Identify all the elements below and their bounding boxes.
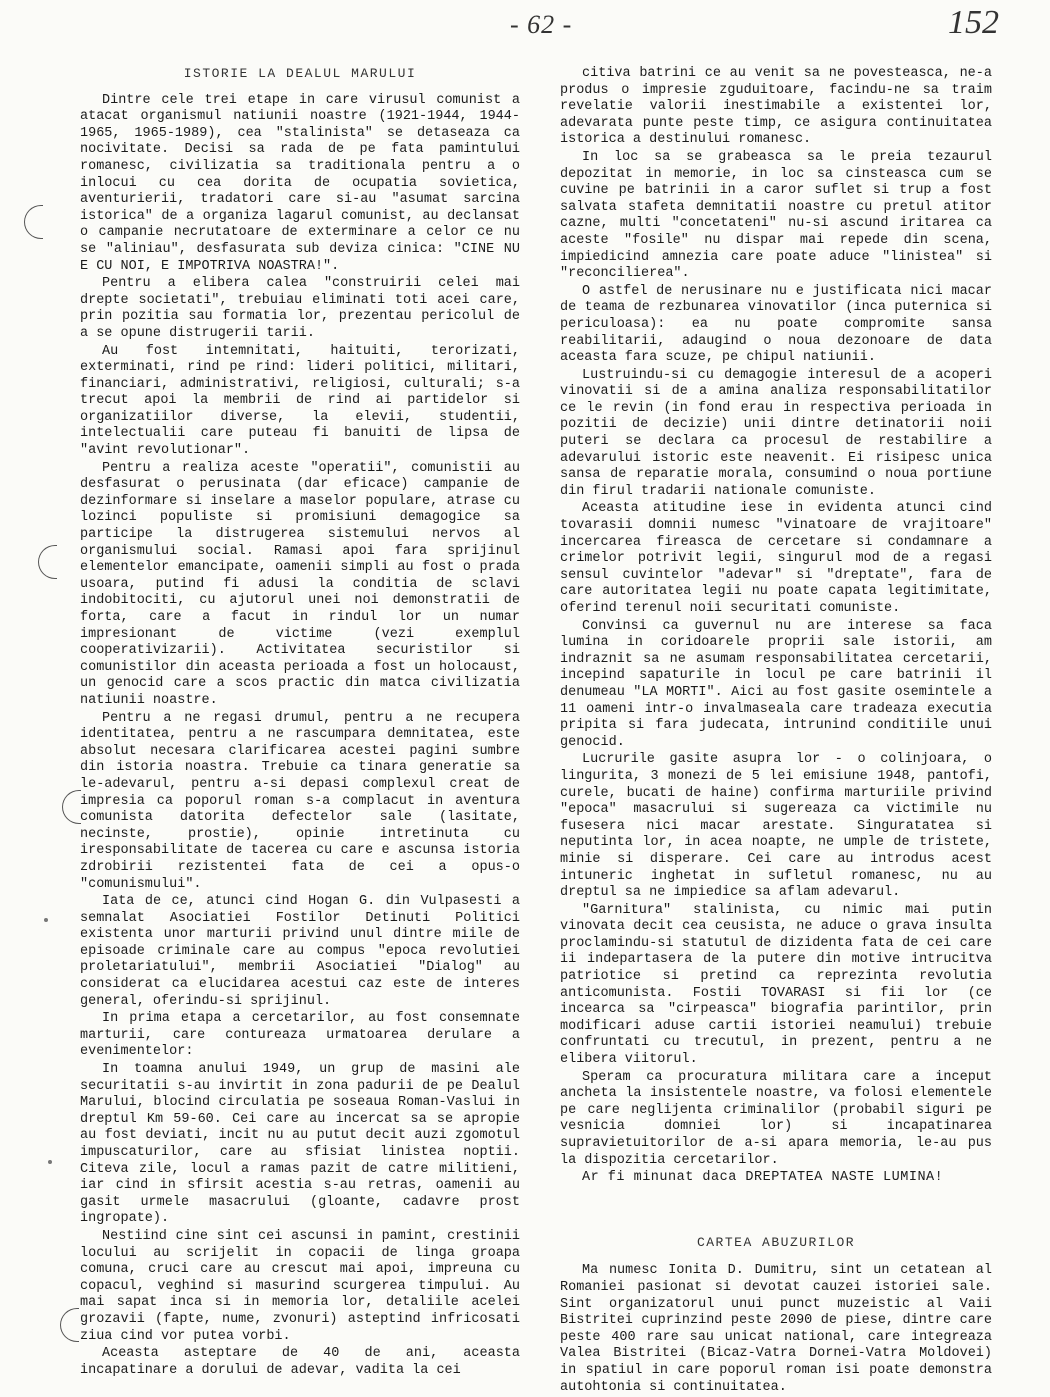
paragraph: Dintre cele trei etape in care virusul comunist a atacat organismul natiunii noastre (1921-1944, 1944-1965, 1965-1989), cea "stalinista" se detaseaza ca nocivitate. Decisi sa rada de pe fata pamintului romanesc, civilizatia sa traditionala pentru a o inlocui cu cea dorita de ocupatia sovietica, aventurierii, tradatori care si-au "asumat sarcina istorica" de a organiza lagarul comunist, au declansat o campanie necrutatoare de exterminare a celor ce nu se "aliniau", desfasurata sub deviza cinica: "CINE NU E CU NOI, E IMPOTRIVA NOASTRA!". xyxy=(80,92,520,274)
binding-mark xyxy=(38,545,57,579)
paragraph: Convinsi ca guvernul nu are interese sa faca lumina in coridoarele proprii sale istorii, am indraznit sa ne asumam responsabilitatea cercetarii, incepind sapaturile in locul pe care batrinii il denumeau "LA MORTI". Aici au fost gasite osemintele a 11 oameni intr-o invalmaseala care tradeaza executia pripita si fara judecata, intrunind conditiile unui genocid. xyxy=(560,618,992,750)
paragraph: Lustruindu-si cu demagogie interesul de a acoperi vinovatii si de a amina analiza responsabilitatilor ce le revin (in fond erau in respectiva perioada in pozitii de decizie) unii dintre detinatorii noii puteri se declara ca procesul de restabilire a adevarului istoric este neavenit. Ei risipesc unica sansa de reparatie morala, consumind o noua portiune din firul tradarii nationale comuniste. xyxy=(560,367,992,499)
archive-number: 152 xyxy=(948,4,999,41)
paragraph: Ma numesc Ionita D. Dumitru, sint un cetatean al Romaniei pasionat si devotat cauzei istoriei sale. Sint organizatorul unui punct muzeistic al Vaii Bistritei cuprinzind peste 2090 de piese, dintre care peste 400 rare sau unicat national, care integreaza Valea Bistritei (Bicaz-Vatra Dornei-Vatra Moldovei) in spatiul in care poporul roman isi poate demonstra autohtonia si continuitatea. xyxy=(560,1263,992,1395)
paragraph: Aceasta asteptare de 40 de ani, aceasta incapatinare a dorului de adevar, vadita la cei xyxy=(80,1346,520,1378)
paragraph: Pentru a realiza aceste "operatii", comunistii au desfasurat o perusinata (dar eficace) campanie de dezinformare si inselare a maselor populare, atrase cu lozinci populiste si promisiuni demagogice sa participe la distrugerea sistemului nervos al organismului social. Ramasi apoi fara sprijinul elementelor emancipate, oamenii simpli au fost o prada usoara, putind fi adusi la conditia de sclavi indobitociti, cu ajutorul unei noi demonstratii de forta, care a facut in rindul lor un numar impresionant de victime (vezi exemplul cooperativizarii). Activitatea securistilor si comunistilor din aceasta perioada a fost un holocaust, un genocid care a scos practic din matca civilizatia natiunii noastre. xyxy=(80,460,520,708)
section-title: CARTEA ABUZURILOR xyxy=(696,1234,856,1250)
section-cartea-abuzurilor xyxy=(560,1235,992,1396)
binding-mark xyxy=(62,790,81,824)
closing-line: Ar fi minunat daca DREPTATEA NASTE LUMINA! xyxy=(582,1170,944,1186)
paragraph: Iata de ce, atunci cind Hogan G. din Vulpasesti a semnalat Asociatiei Fostilor Detinuti Politici existenta unor marturii privind unul dintre miile de episoade criminale care au compus "epoca revolutiei proletariatului", membrii Asociatiei "Dialog" au considerat ca elucidarea acestui caz este de interes general, oferindu-si sprijinul. xyxy=(80,894,520,1009)
paragraph: Pentru a ne regasi drumul, pentru a ne recupera identitatea, pentru a ne rascumpara demnitatea, este absolut necesara clarificarea acestei pagini sumbre din istoria noastra. Trebuie ca tinara generatie sa le-adevarul, pentru a-si depasi complexul creat de impresia ca poporul roman s-a complacut in aventura comunista datorita defectelor sale (lasitate, necinste, prostie), opinie intretinuta cu iresponsabilitate de tacerea cu care e ascunsa istoria zdrobirii rezistentei fata de cei a opus-o "comunismului". xyxy=(80,710,520,892)
binding-mark xyxy=(60,1308,79,1342)
paragraph: In prima etapa a cercetarilor, au fost consemnate marturii, care contureaza urmatoarea derulare a evenimentelor: xyxy=(80,1011,520,1060)
paragraph: In loc sa se grabeasca sa le preia tezaurul depozitat in memorie, in loc sa cinsteasca cum se cuvine pe batrinii in a caror suflet si trup a fost salvata stafeta demnitatii noastre cu pretul atitor cazne, multi "concetateni" nu-si ascund iritarea ca aceste "fosile" nu dispar mai repede din scena, impiedicind amnezia care poate aduce "linistea" si "reconcilierea". xyxy=(560,149,992,282)
paragraph: Au fost intemnitati, haituiti, terorizati, exterminati, rind pe rind: lideri politici, militari, financiari, administrativi, religiosi, culturali; s-a trecut apoi la membrii de rind ai partidelor si organizatiilor diverse, la elevii, studentii, intelectualii care puteau fi banuiti de lipsa de "avint revolutionar". xyxy=(80,343,520,459)
right-column xyxy=(560,66,992,1397)
scan-speck xyxy=(44,918,48,922)
paragraph: In toamna anului 1949, un grup de masini ale securitatii s-au invirtit in zona padurii de pe Dealul Marului, blocind circulatia pe soseaua Roman-Vaslui in dreptul Km 59-60. Cei care au incercat sa se apropie au fost deviati, incit nu au putut decit auzi zgomotul impuscaturilor, care au sfisiat linistea noptii. Citeva zile, locul a ramas pazit de catre militieni, iar cind in sfirsit acestia s-au retras, oamenii au gasit urmele masacrului (gloante, cadavre prost ingropate). xyxy=(80,1062,520,1227)
paragraph: Speram ca procuratura militara care a inceput ancheta la insistentele noastre, va folosi elementele pe care neglijenta criminalilor (probabil siguri pe vesnicia domniei lor) si incapatinarea supravietuitorilor de a-si apara memoria, le-au pus la dispozitia cercetarilor. xyxy=(560,1069,992,1168)
paragraph: Nestiind cine sint cei ascunsi in pamint, crestinii locului au scrijelit in copacii de linga groapa comuna, cruci care au crescut mai apoi, impreuna cu copacul, veghind si masurind scurgerea timpului. Au mai sapat inca si in memoria lor, detaliile acelei grozavii (fapte, nume, zvonuri) asteptind infricosati ziua cind vor putea vorbi. xyxy=(80,1228,520,1344)
paragraph: "Garnitura" stalinista, cu nimic mai putin vinovata decit cea ceusista, ne aduce o grava insulta proclamindu-si statutul de dizidenta fata de cei care ii indepartasera de la putere din motive intrucitva patriotice si pretind ca reprezinta revolutia anticomunista. Fostii TOVARASI si fii lor (ce incearca sa "cirpeasca" biografia parintilor, prin modificari aduse cartii istoriei neamului) trebuie confruntati cu trecutul, in prezent, pentru a ne elibera viitorul. xyxy=(560,902,992,1068)
paragraph: Pentru a elibera calea "construirii celei mai drepte societati", trebuiau eliminati toti acei care, prin pozitia sau formatia lor, prezentau pericolul de a se opune distrugerii tarii. xyxy=(80,276,520,341)
binding-mark xyxy=(24,205,43,239)
paragraph: Lucrurile gasite asupra lor - o colinjoara, o lingurita, 3 monezi de 5 lei emisiune 1948, pantofi, curele, bucati de haine) confirma marturiile privind "epoca" masacrului si sugereaza ca victimile nu fusesera nici macar arestate. Singuratatea si neputinta lor, in acea noapte, ne umple de tristete, minie si disperare. Cei care au introdus acest intuneric inghetat in sufletul romanesc, nu au dreptul sa ne impiedice sa aflam adevarul. xyxy=(560,752,992,901)
paragraph: citiva batrini ce au venit sa ne povesteasca, ne-a produs o impresie zguduitoare, facindu-ne sa traim revelatie valorii inestimabile a existentei lor, adevarata punte peste timp, ce asigura continuitatea istorica a destinului romanesc. xyxy=(560,66,992,148)
paragraph: O astfel de nerusinare nu e justificata nici macar de teama de rezbunarea vinovatilor (inca puternica si periculoasa): ea nu poate compromite sansa reabilitarii, adaugind o noua dezonoare de data aceasta fara scuze, pe chipul natiunii. xyxy=(560,283,992,366)
paragraph: Aceasta atitudine iese in evidenta atunci cind tovarasii domnii numesc "vinatoare de vrajitoare" incercarea fireasca de cercetare si condamnare a crimelor potrivit legii, singurul mod de a regasi sensul cuvintelor "adevar" si "dreptate", fara de care autoritatea legii nu poate capata legitimitate, oferind terenul noii securitati comuniste. xyxy=(560,501,992,616)
scan-speck xyxy=(48,1160,52,1164)
left-column xyxy=(80,66,520,1380)
article-title: ISTORIE LA DEALUL MARULUI xyxy=(183,66,417,81)
page-number: - 62 - xyxy=(510,10,573,39)
